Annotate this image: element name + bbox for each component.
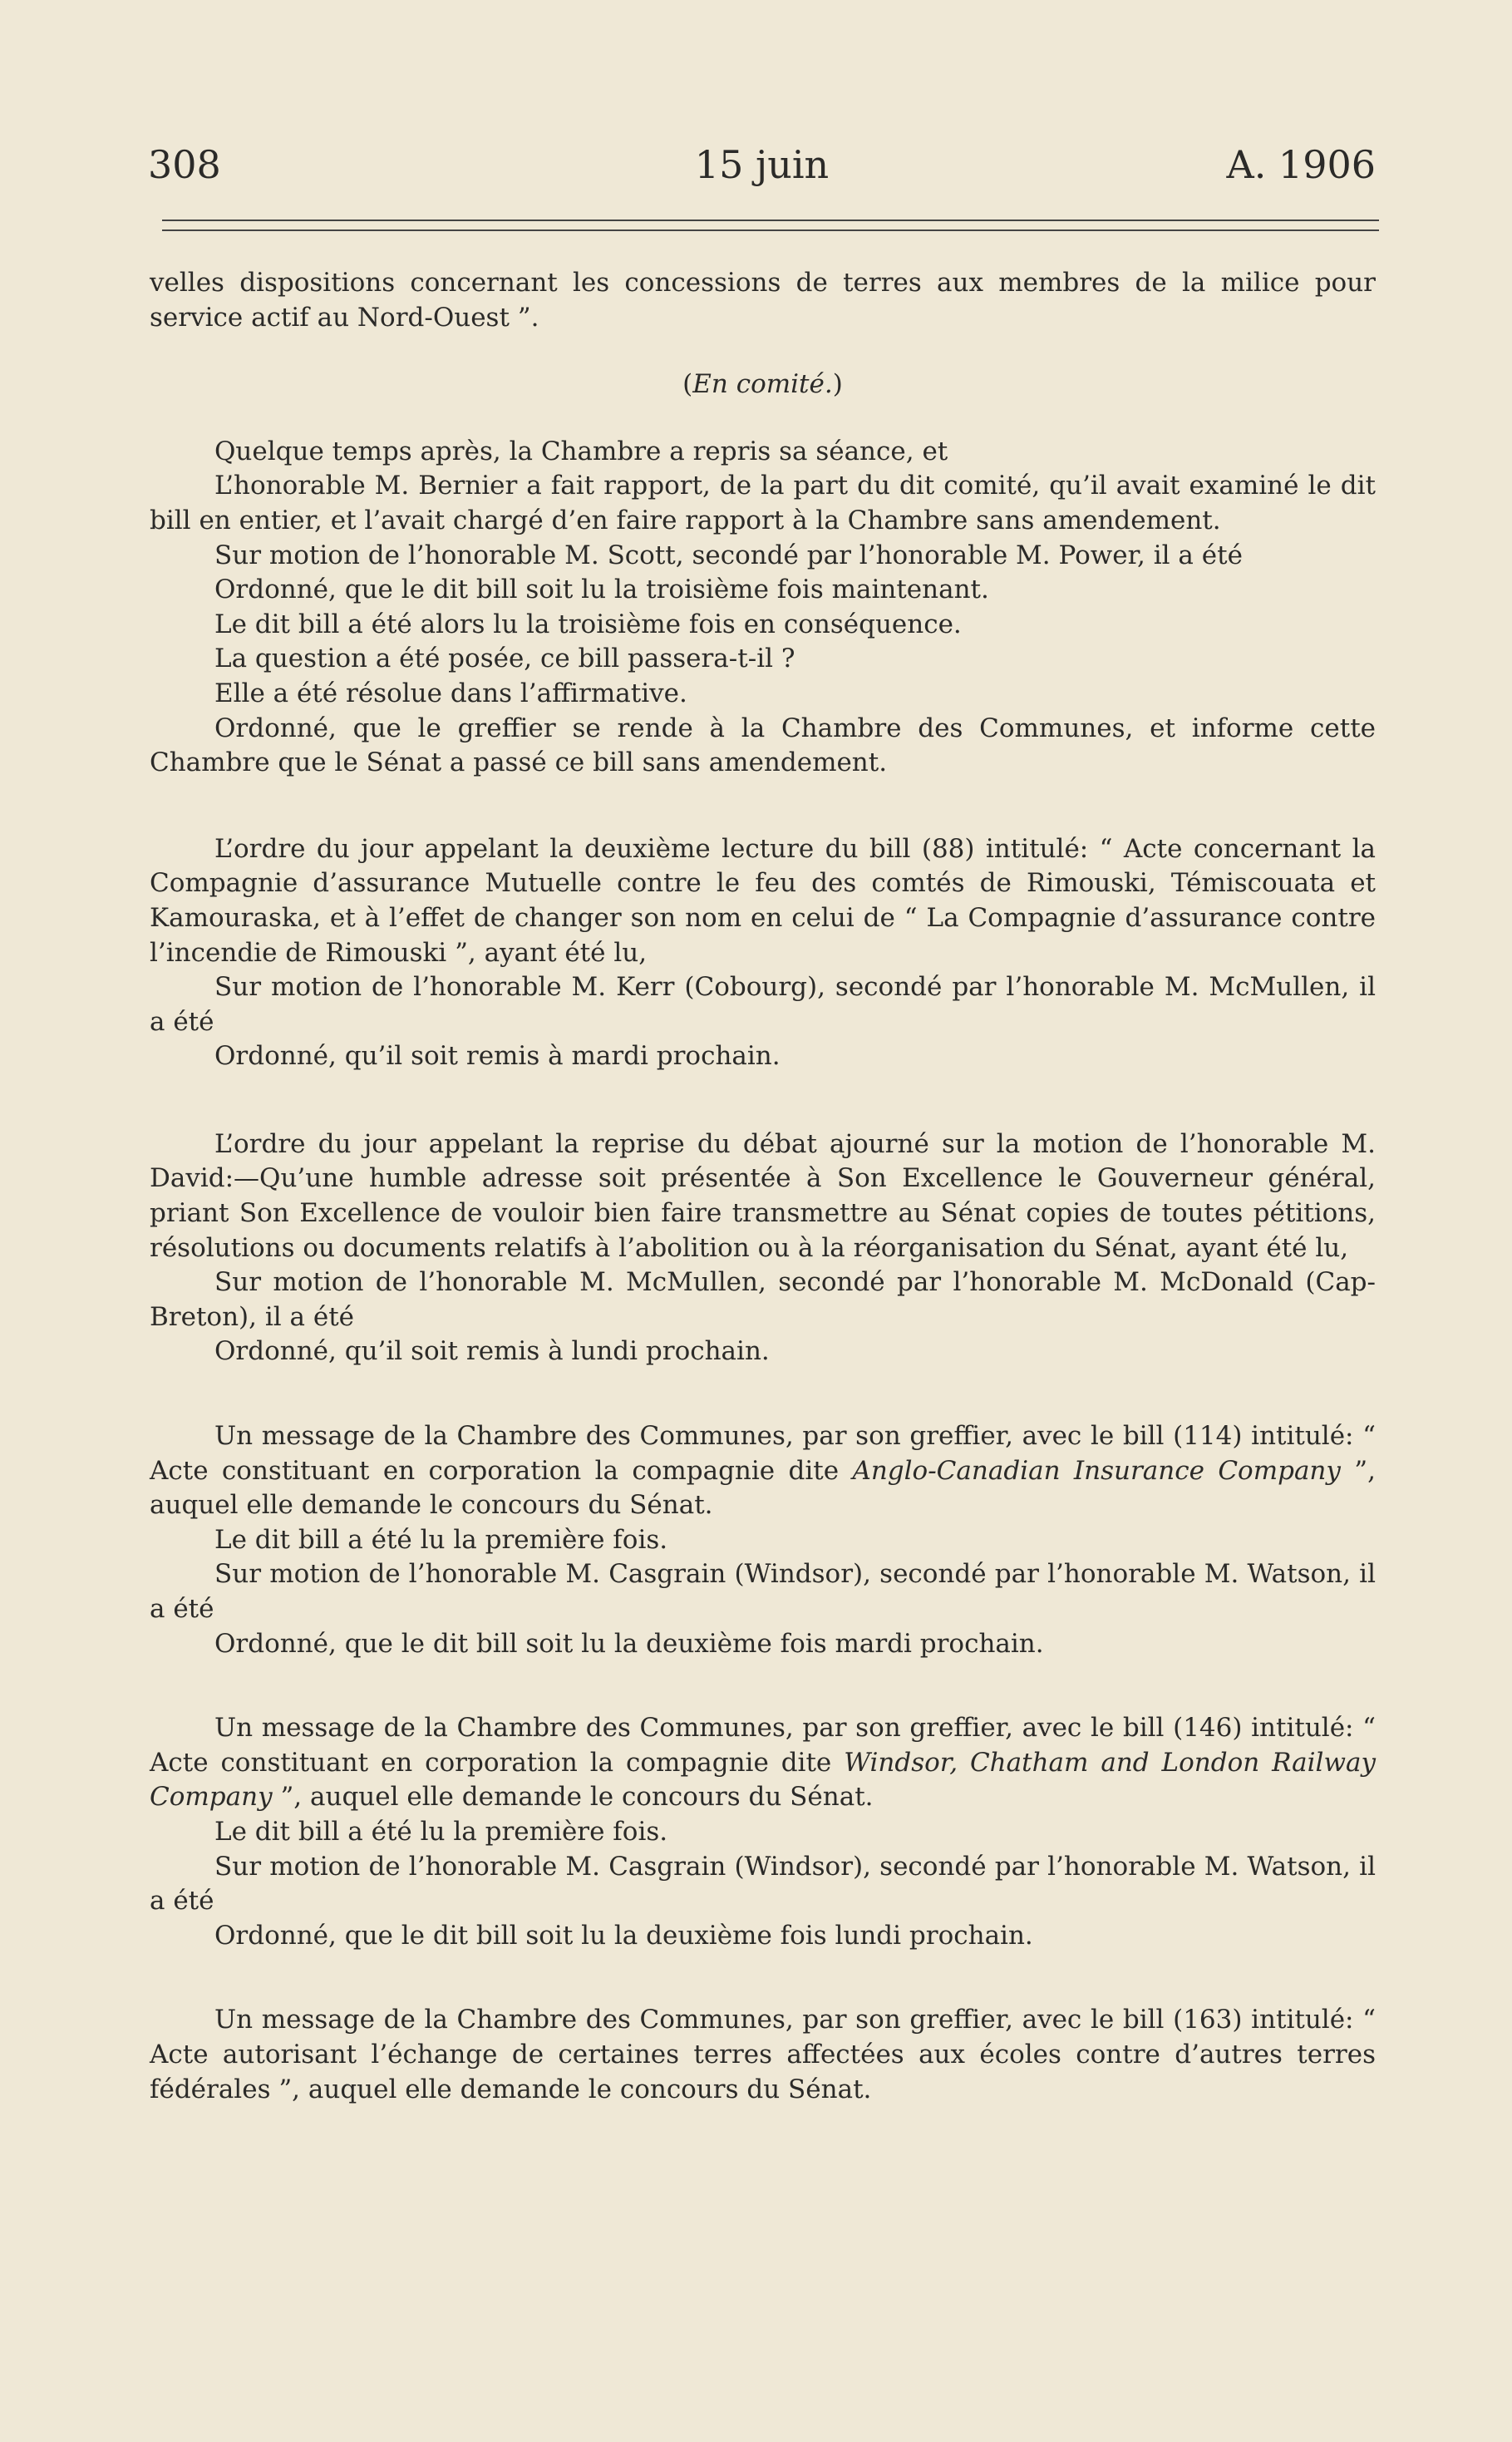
paragraph: Un message de la Chambre des Communes, par son greffier, avec le bill (163) intitulé: “ Acte autorisant l’échange de certaines terres affectées aux écoles contre d’autres terres fédérales ”, auquel elle demande le concours du Sénat. xyxy=(150,2005,1376,2104)
paragraph: Sur motion de l’honorable M. McMullen, secondé par l’honorable M. McDonald (Cap-Breton), il a été xyxy=(150,1267,1376,1332)
page-date: 15 juin xyxy=(694,142,830,187)
paragraph: Sur motion de l’honorable M. Scott, secondé par l’honorable M. Power, il a été xyxy=(214,540,1243,570)
paragraph: Ordonné, que le dit bill soit lu la deuxième fois mardi prochain. xyxy=(214,1628,1044,1659)
paragraph: Ordonné, qu’il soit remis à lundi prochain. xyxy=(214,1336,770,1367)
paragraph: Quelque temps après, la Chambre a repris sa séance, et xyxy=(214,436,948,466)
paragraph: L’ordre du jour appelant la reprise du débat ajourné sur la motion de l’honorable M. David:—Qu’une humble adresse soit présentée à Son Excellence le Gouverneur général, priant Son Excellence de vouloir bien faire transmettre au Sénat copies de toutes pétitions, résolutions ou documents relatifs à l’abolition ou à la réorganisation du Sénat, ayant été lu, xyxy=(150,1128,1376,1263)
paragraph: Sur motion de l’honorable M. Kerr (Cobourg), secondé par l’honorable M. McMullen, il a été xyxy=(150,972,1376,1037)
paragraph: Le dit bill a été lu la première fois. xyxy=(214,1816,668,1847)
header-rule-bottom xyxy=(162,229,1379,231)
paragraph: L’honorable M. Bernier a fait rapport, de la part du dit comité, qu’il avait examiné le dit bill en entier, et l’avait chargé d’en faire rapport à la Chambre sans amendement. xyxy=(150,471,1376,535)
paragraph: L’ordre du jour appelant la deuxième lecture du bill (88) intitulé: “ Acte concernant la Compagnie d’assurance Mutuelle contre le feu des comtés de Rimouski, Témiscouata et Kamouraska, et à l’effet de changer son nom en celui de “ La Compagnie d’assurance contre l’incendie de Rimouski ”, ayant été lu, xyxy=(150,833,1376,968)
paragraph: Le dit bill a été alors lu la troisième fois en conséquence. xyxy=(214,609,962,639)
paragraph: Sur motion de l’honorable M. Casgrain (Windsor), secondé par l’honorable M. Watson, il a été xyxy=(150,1559,1376,1624)
paragraph xyxy=(150,1419,1376,1523)
page-year: A. 1906 xyxy=(1226,142,1376,187)
paragraph: Elle a été résolue dans l’affirmative. xyxy=(214,678,687,708)
paragraph: Ordonné, que le dit bill soit lu la troisième fois maintenant. xyxy=(214,575,989,605)
paragraph: Le dit bill a été lu la première fois. xyxy=(214,1524,668,1555)
paragraph: Ordonné, que le greffier se rende à la Chambre des Communes, et informe cette Chambre que le Sénat a passé ce bill sans amendement. xyxy=(150,713,1376,778)
paragraph: La question a été posée, ce bill passera-t-il ? xyxy=(214,644,795,674)
paragraph: Sur motion de l’honorable M. Casgrain (Windsor), secondé par l’honorable M. Watson, il a été xyxy=(150,1851,1376,1917)
paragraph-text: Un message de la Chambre des Communes, par son greffier, avec le bill (146) intitulé: “ Acte constituant en corporation la compagnie dite Windsor, Chatham and London Railway Company ”, auquel elle demande le concours du Sénat. xyxy=(150,1713,1377,1813)
paragraph xyxy=(150,1711,1376,1815)
section-heading: (En comité.) xyxy=(682,369,843,400)
paragraph-text: Un message de la Chambre des Communes, par son greffier, avec le bill (114) intitulé: “ Acte constituant en corporation la compagnie dite Anglo-Canadian Insurance Company ”, auquel elle demande le concours du Sénat. xyxy=(150,1421,1376,1521)
paragraph: Ordonné, que le dit bill soit lu la deuxième fois lundi prochain. xyxy=(214,1920,1033,1951)
page-header xyxy=(148,140,1376,190)
page-body xyxy=(150,266,1376,2107)
header-rule-top xyxy=(162,220,1379,221)
paragraph: Ordonné, qu’il soit remis à mardi prochain. xyxy=(214,1041,781,1072)
page-number: 308 xyxy=(148,142,221,187)
paragraph: velles dispositions concernant les concessions de terres aux membres de la milice pour service actif au Nord-Ouest ”. xyxy=(150,268,1376,333)
